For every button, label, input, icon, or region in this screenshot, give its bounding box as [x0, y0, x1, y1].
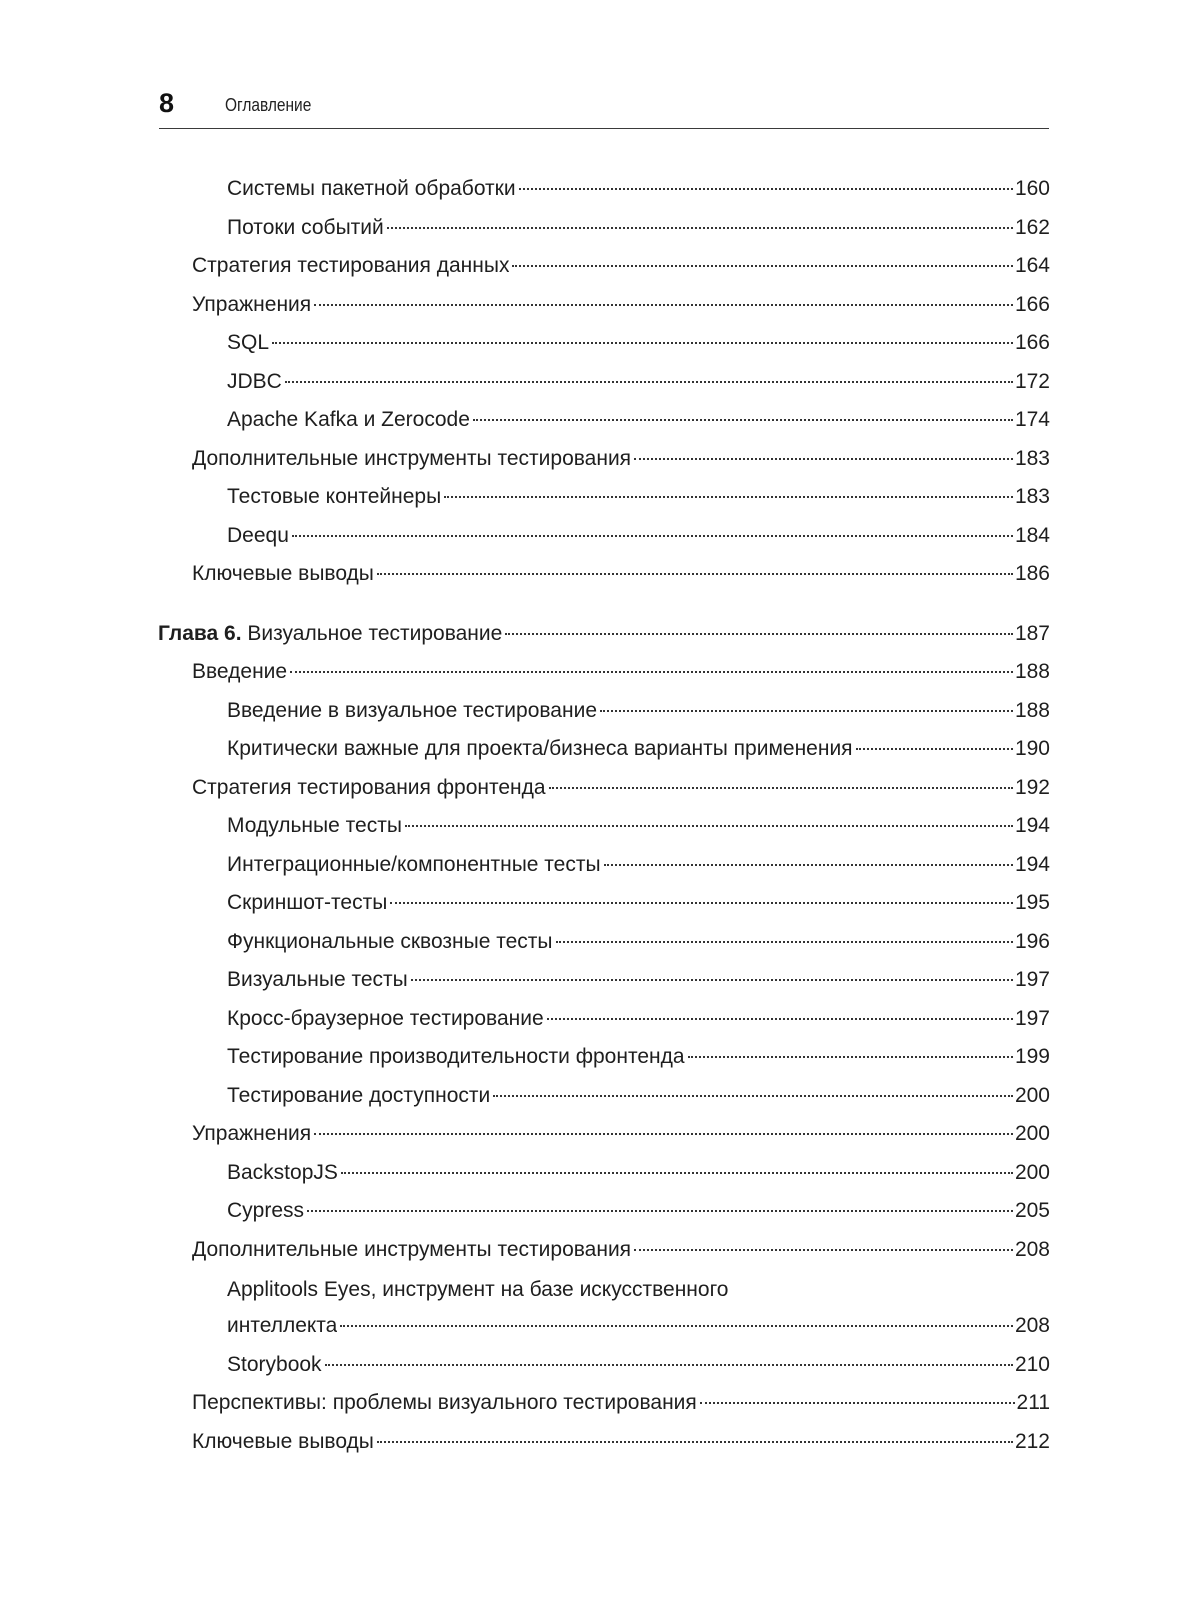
running-title: Оглавление	[225, 95, 312, 115]
dot-leader	[634, 1228, 1013, 1251]
toc-page-number: 160	[1014, 177, 1050, 200]
toc-page-number: 200	[1014, 1083, 1050, 1107]
dot-leader	[493, 1074, 1013, 1097]
toc-entry[interactable]	[158, 653, 1050, 692]
dot-leader	[688, 1035, 1013, 1058]
dot-leader	[292, 514, 1013, 537]
toc-entry[interactable]	[158, 846, 1050, 885]
toc-page-number: 164	[1014, 254, 1050, 277]
toc-entry-title: Ключевые выводы	[192, 1429, 374, 1453]
page-header	[159, 84, 1049, 129]
toc-entry[interactable]	[158, 1115, 1050, 1154]
dot-leader	[377, 552, 1013, 575]
toc-page-number: 212	[1014, 1429, 1050, 1453]
dot-leader	[505, 612, 1013, 635]
toc-entry-title: Кросс-браузерное тестирование	[227, 1006, 544, 1030]
dot-leader	[856, 727, 1013, 750]
toc-entry-title: Критически важные для проекта/бизнеса варианты применения	[227, 737, 853, 760]
dot-leader	[285, 360, 1013, 383]
toc-page-number: 183	[1014, 446, 1050, 470]
toc-entry[interactable]	[158, 555, 1050, 594]
dot-leader	[390, 881, 1013, 904]
toc-page-number: 187	[1014, 621, 1050, 645]
toc-page-number: 190	[1014, 737, 1050, 760]
toc-page-number: 174	[1014, 408, 1050, 431]
dot-leader	[377, 1420, 1013, 1443]
toc-page-number: 208	[1014, 1314, 1050, 1337]
toc-entry-title: SQL	[227, 331, 270, 354]
toc-entry[interactable]	[158, 1154, 1050, 1193]
toc-entry[interactable]	[158, 884, 1050, 923]
dot-leader	[547, 997, 1013, 1020]
toc-page-number: 186	[1014, 562, 1050, 585]
toc-entry[interactable]	[158, 209, 1050, 248]
toc-entry[interactable]	[158, 1038, 1050, 1077]
toc-page-number: 183	[1014, 485, 1050, 508]
page-number: 8	[159, 88, 175, 118]
toc-page-number: 210	[1014, 1352, 1050, 1376]
toc-entry-title: Ключевые выводы	[192, 562, 374, 585]
toc-entry-title: Стратегия тестирования данных	[192, 254, 510, 277]
dot-leader	[314, 1112, 1013, 1135]
toc-entry-title: JDBC	[227, 369, 282, 393]
toc-page-number: 196	[1014, 929, 1050, 953]
chapter-title: Визуальное тестирование	[241, 621, 503, 645]
toc-entry-title: Модульные тесты	[227, 814, 402, 837]
toc-entry[interactable]	[158, 170, 1050, 209]
toc-entry-title: Дополнительные инструменты тестирования	[192, 1237, 632, 1261]
toc-page-number: 188	[1014, 660, 1050, 683]
toc-page-number: 208	[1014, 1237, 1050, 1261]
toc-page-number: 211	[1016, 1391, 1050, 1414]
toc-page-number: 195	[1014, 891, 1050, 914]
toc-page-number: 200	[1014, 1160, 1050, 1184]
toc-page-number: 184	[1014, 523, 1050, 547]
dot-leader	[444, 475, 1013, 498]
dot-leader	[411, 958, 1013, 981]
toc-entry[interactable]	[158, 1384, 1050, 1423]
dot-leader	[405, 804, 1013, 827]
toc-entry-title: Визуальные тесты	[227, 968, 408, 991]
table-of-contents	[158, 170, 1050, 1461]
toc-page-number: 194	[1014, 852, 1050, 876]
toc-entry[interactable]	[158, 324, 1050, 363]
toc-page-number: 200	[1014, 1122, 1050, 1145]
toc-entry[interactable]	[158, 363, 1050, 402]
toc-entry[interactable]	[158, 1077, 1050, 1116]
toc-entry[interactable]	[158, 1346, 1050, 1385]
toc-page-number: 172	[1014, 369, 1050, 393]
toc-entry[interactable]	[158, 440, 1050, 479]
toc-entry[interactable]	[158, 923, 1050, 962]
toc-entry[interactable]	[158, 961, 1050, 1000]
dot-leader	[634, 437, 1013, 460]
dot-leader	[473, 398, 1013, 421]
dot-leader	[272, 321, 1013, 344]
toc-page-number: 166	[1014, 292, 1050, 316]
toc-entry-title: Потоки событий	[227, 215, 384, 239]
toc-entry[interactable]	[158, 730, 1050, 769]
toc-entry[interactable]	[158, 1231, 1050, 1270]
dot-leader	[340, 1304, 1013, 1327]
toc-entry[interactable]	[158, 769, 1050, 808]
dot-leader	[307, 1189, 1013, 1212]
toc-entry-title: Системы пакетной обработки	[227, 177, 516, 200]
toc-page-number: 205	[1014, 1199, 1050, 1222]
toc-entry[interactable]	[158, 517, 1050, 556]
toc-entry[interactable]	[158, 478, 1050, 517]
toc-entry-title: Applitools Eyes, инструмент на базе искусственного	[227, 1278, 729, 1301]
dot-leader	[512, 244, 1012, 267]
toc-entry-title: Упражнения	[192, 292, 312, 316]
dot-leader	[314, 283, 1013, 306]
toc-entry[interactable]	[158, 247, 1050, 286]
chapter-label: Глава 6.	[158, 621, 242, 645]
toc-entry-title: Тестирование производительности фронтенда	[227, 1045, 685, 1068]
dot-leader	[600, 689, 1013, 712]
dot-leader	[325, 1343, 1013, 1366]
toc-entry-title	[158, 615, 502, 654]
toc-entry-title: Дополнительные инструменты тестирования	[192, 446, 632, 470]
toc-entry-title: Перспективы: проблемы визуального тестирования	[192, 1391, 697, 1414]
dot-leader	[341, 1151, 1013, 1174]
toc-page-number: 194	[1014, 814, 1050, 837]
dot-leader	[700, 1381, 1015, 1404]
toc-page-number: 192	[1014, 775, 1050, 799]
toc-entry[interactable]	[158, 692, 1050, 731]
toc-entry[interactable]	[158, 286, 1050, 325]
toc-page-number: 199	[1014, 1045, 1050, 1068]
toc-entry-title: Deequ	[227, 523, 289, 547]
toc-entry-title: Упражнения	[192, 1122, 312, 1145]
toc-entry-title: Функциональные сквозные тесты	[227, 929, 553, 953]
toc-entry-title-continued: интеллекта	[227, 1314, 338, 1337]
toc-entry[interactable]	[158, 1000, 1050, 1039]
toc-entry-title: Apache Kafka и Zerocode	[227, 408, 470, 431]
toc-chapter-entry[interactable]	[158, 615, 1050, 654]
toc-entry-title: Введение в визуальное тестирование	[227, 698, 597, 722]
toc-entry[interactable]	[158, 1423, 1050, 1462]
toc-entry-title: Cypress	[227, 1199, 305, 1222]
toc-entry-title: Интеграционные/компонентные тесты	[227, 852, 601, 876]
toc-entry-title: BackstopJS	[227, 1160, 338, 1184]
dot-leader	[290, 650, 1013, 673]
toc-page-number: 197	[1014, 968, 1050, 991]
toc-entry-title: Стратегия тестирования фронтенда	[192, 775, 546, 799]
toc-entry-title: Введение	[192, 660, 288, 683]
toc-entry[interactable]	[158, 1269, 1050, 1346]
dot-leader	[549, 766, 1013, 789]
dot-leader	[556, 920, 1013, 943]
dot-leader	[604, 843, 1013, 866]
toc-page-number: 188	[1014, 698, 1050, 722]
toc-entry[interactable]	[158, 1192, 1050, 1231]
dot-leader	[387, 206, 1013, 229]
toc-entry[interactable]	[158, 807, 1050, 846]
toc-entry-title: Тестирование доступности	[227, 1083, 491, 1107]
toc-entry-title: Storybook	[227, 1352, 322, 1376]
toc-entry-title: Скриншот-тесты	[227, 891, 388, 914]
toc-page-number: 197	[1014, 1006, 1050, 1030]
toc-page-number: 162	[1014, 215, 1050, 239]
toc-entry-title: Тестовые контейнеры	[227, 485, 442, 508]
toc-page-number: 166	[1014, 331, 1050, 354]
toc-entry[interactable]	[158, 401, 1050, 440]
dot-leader	[519, 167, 1013, 190]
